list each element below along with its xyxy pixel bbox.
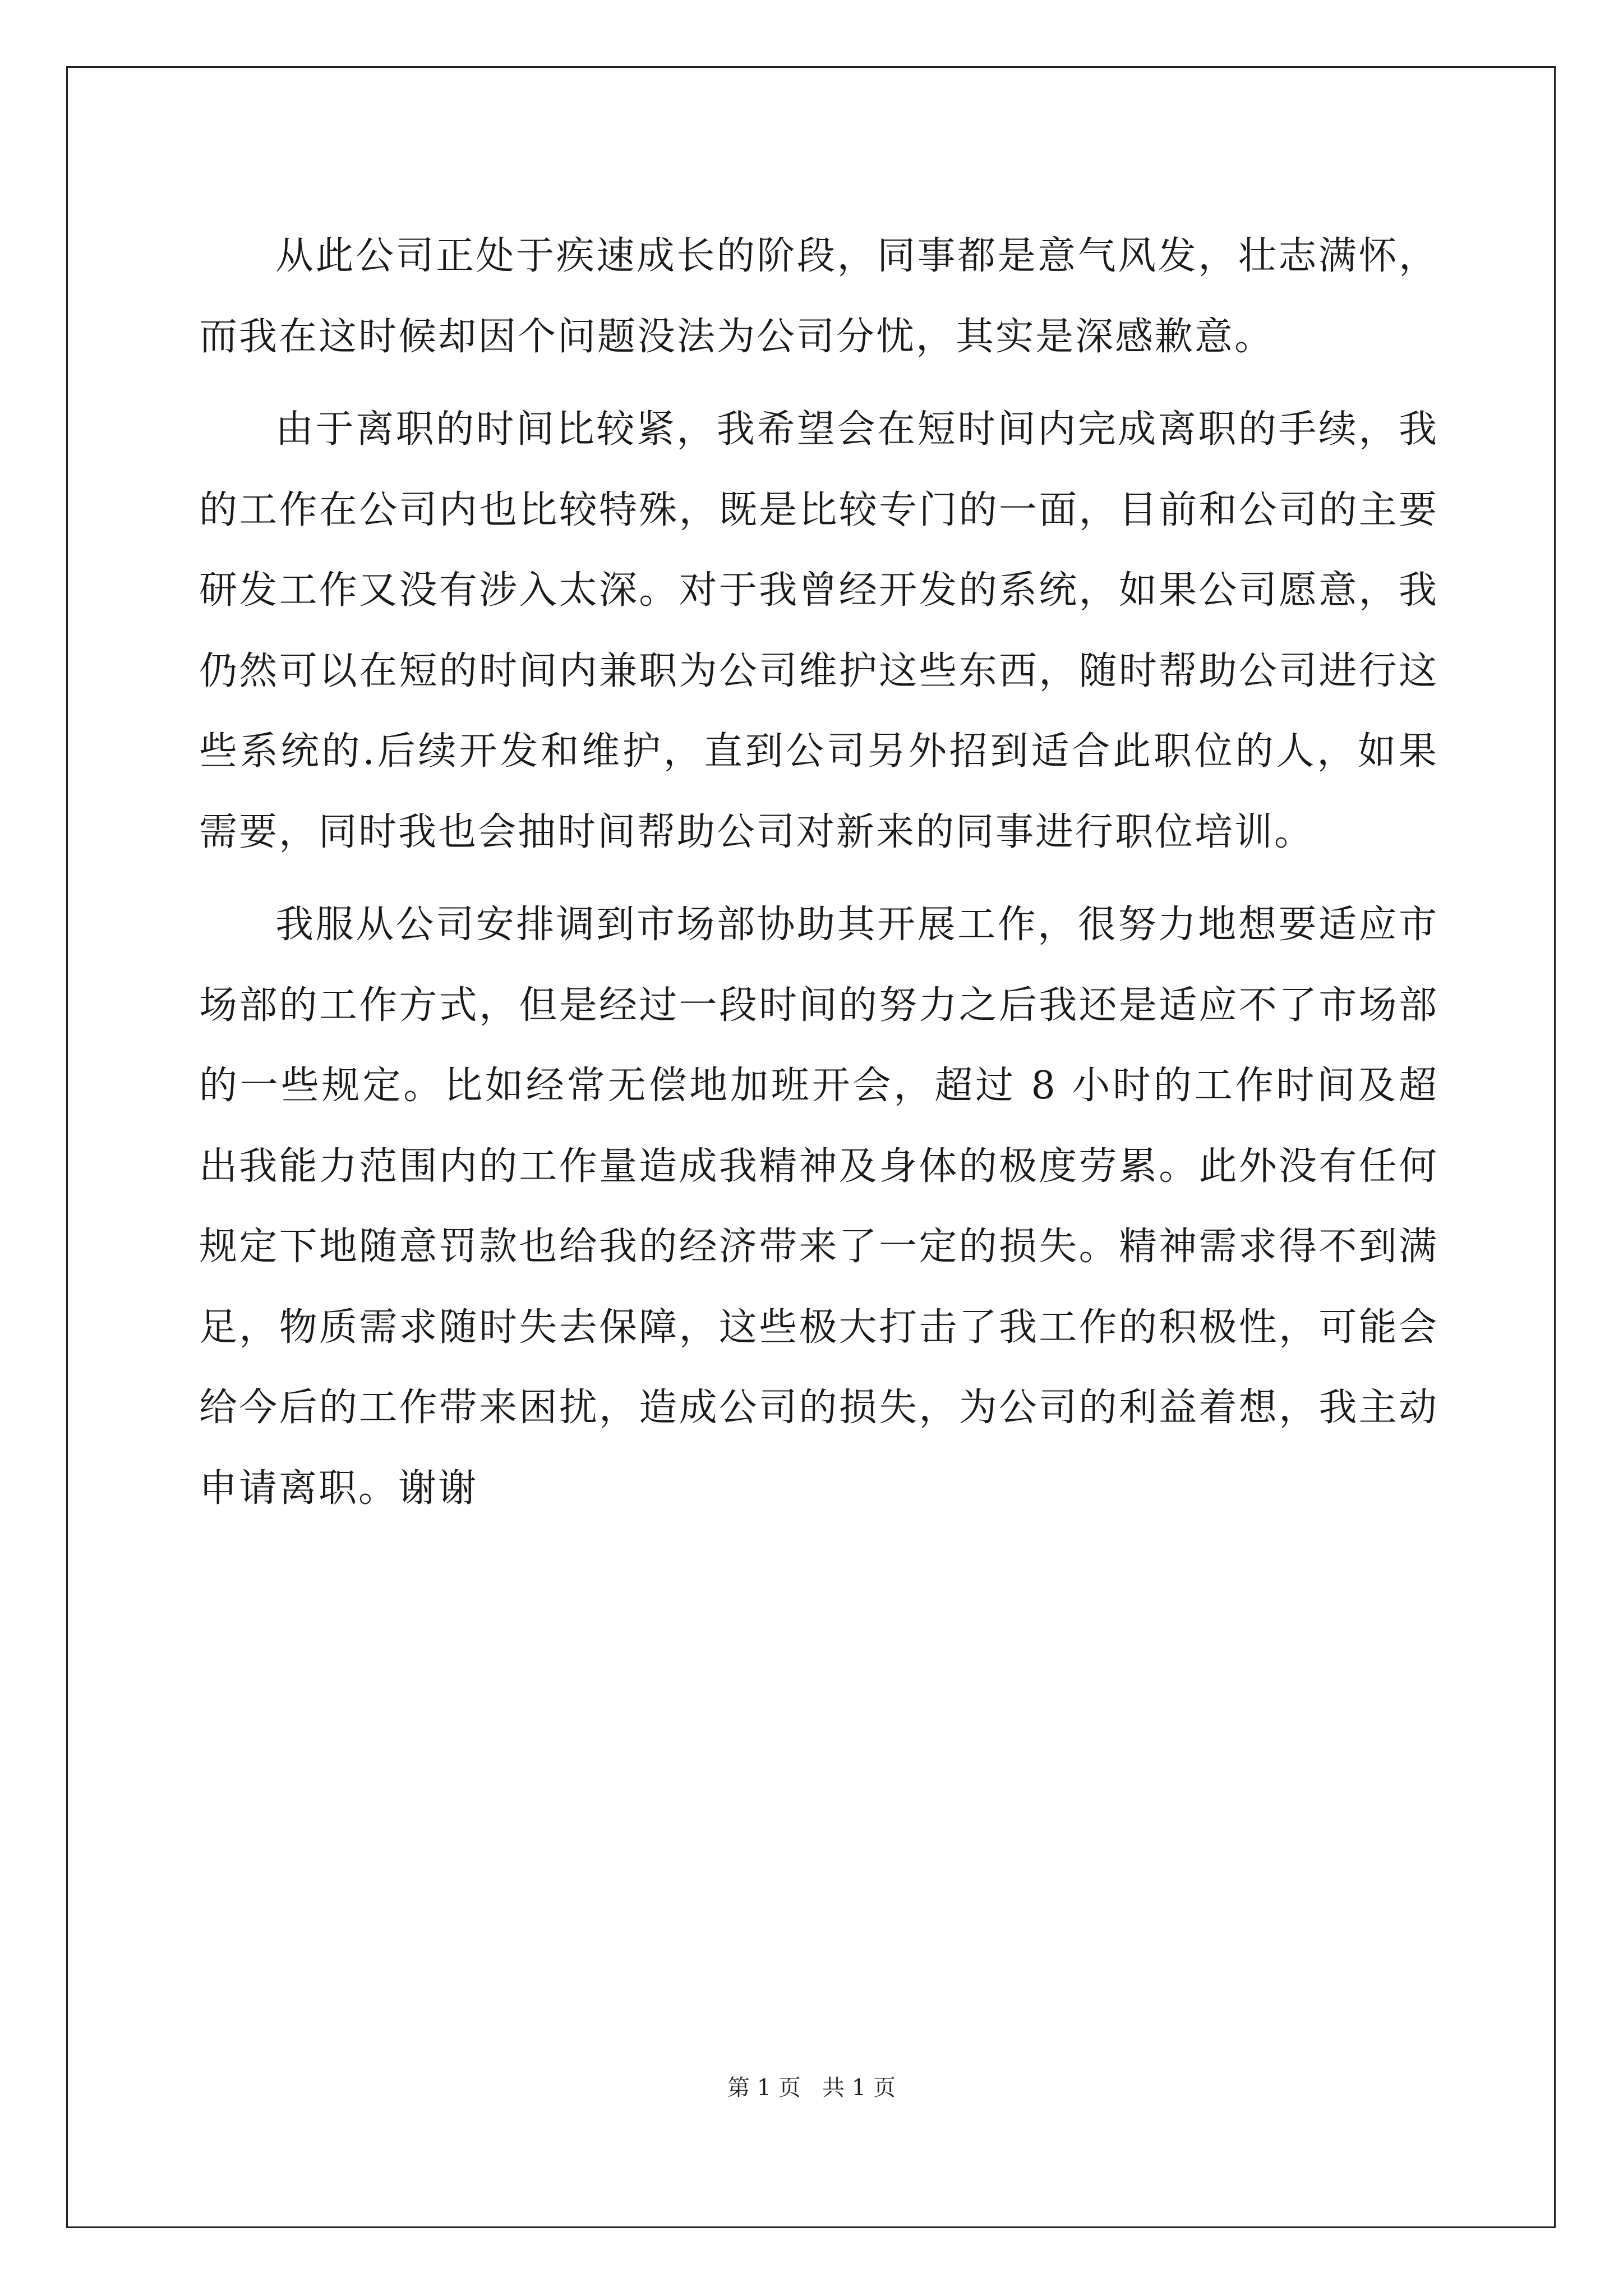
paragraph-1: 从此公司正处于疾速成长的阶段，同事都是意气风发，壮志满怀，而我在这时候却因个问题没法为公司分忧，其实是深感歉意。 <box>199 234 1438 359</box>
paragraph-3: 我服从公司安排调到市场部协助其开展工作，很努力地想要适应市场部的工作方式，但是经过一段时间的努力之后我还是适应不了市场部的一些规定。比如经常无偿地加班开会，超过 8 小时的工作时间及超出我能力范围内的工作量造成我精神及身体的极度劳累。此外没有任何规定下地随意罚款也给我的经济带来了一定的损失。精神需求得不到满足，物质需求随时失去保障，这些极大打击了我工作的积极性，可能会给今后的工作带来困扰，造成公司的损失，为公司的利益着想，我主动申请离职。谢谢 <box>199 903 1438 1511</box>
paragraph-2: 由于离职的时间比较紧，我希望会在短时间内完成离职的手续，我的工作在公司内也比较特殊，既是比较专门的一面，目前和公司的主要研发工作又没有涉入太深。对于我曾经开发的系统，如果公司愿意，我仍然可以在短的时间内兼职为公司维护这些东西，随时帮助公司进行这些系统的.后续开发和维护，直到公司另外招到适合此职位的人，如果需要，同时我也会抽时间帮助公司对新来的同事进行职位培训。 <box>199 407 1438 854</box>
page-number-footer: 第 1 页 共 1 页 <box>727 2075 896 2101</box>
document-body <box>199 216 1438 1541</box>
